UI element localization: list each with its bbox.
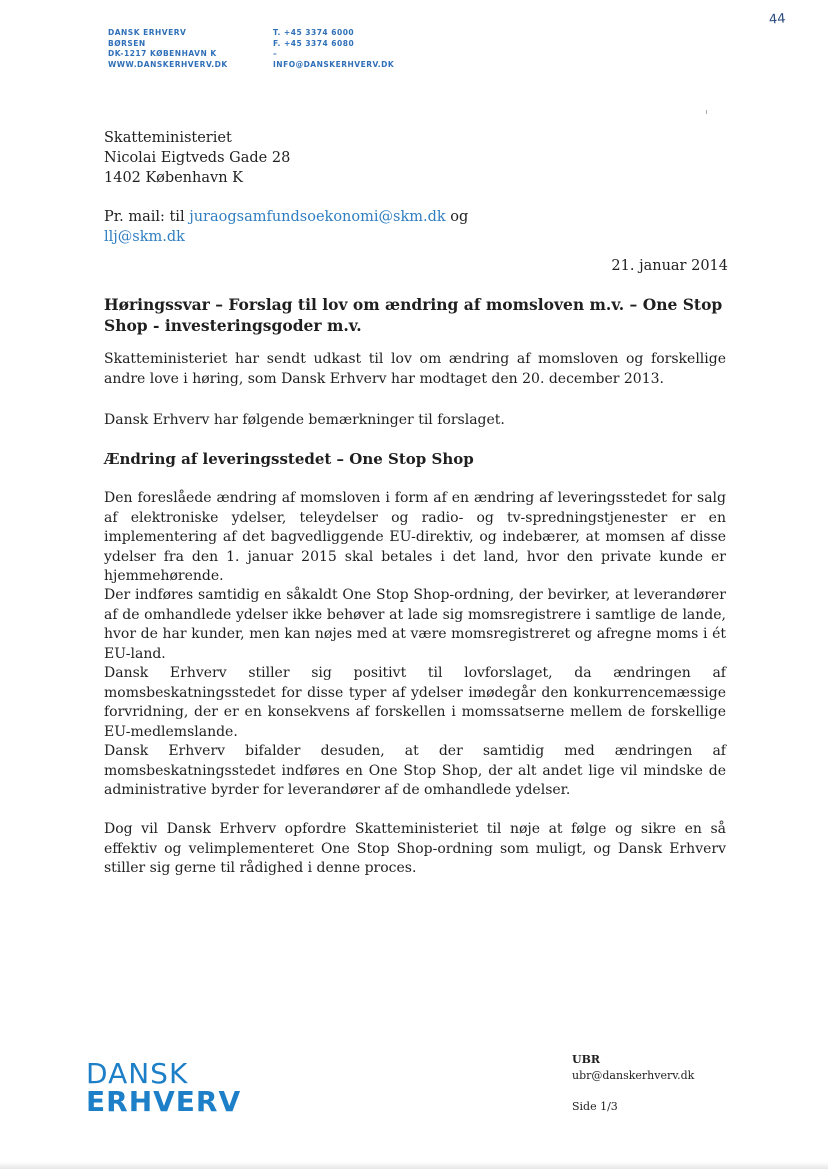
- sender-building: BØRSEN: [108, 38, 146, 48]
- sender-postal: DK-1217 KØBENHAVN K: [108, 49, 217, 58]
- paragraph-encourage: Dog vil Dansk Erhverv opfordre Skatteministeriet til nøje at følge og sikre en så effektiv og velimplementeret One Stop Shop-ordning som muligt, og Dansk Erhverv stiller sig gerne til rådighed i denne proces.: [104, 821, 726, 876]
- sender-name: DANSK ERHVERV: [108, 28, 187, 37]
- mail-recipients: [104, 207, 504, 247]
- signature-initials: UBR: [572, 1053, 601, 1066]
- sender-address-block: [108, 28, 228, 70]
- sender-dash: –: [273, 49, 278, 58]
- page-bottom-edge: [0, 1162, 828, 1169]
- signature-email: ubr@danskerhverv.dk: [572, 1069, 695, 1082]
- logo-dansk: DANSK: [86, 1057, 189, 1090]
- mail-prefix: Pr. mail: til: [104, 209, 185, 225]
- email-link-jura[interactable]: juraogsamfundsoekonomi@skm.dk: [189, 209, 446, 225]
- dansk-erhverv-logo: [86, 1057, 242, 1118]
- logo-erhverv: ERHVERV: [86, 1085, 242, 1118]
- paragraph-welcome: Dansk Erhverv bifalder desuden, at der samtidig med ændringen af momsbeskatningsstedet indføres en One Stop Shop, der alt andet lige vil mindske de administrative byrder for leverandører af de omhandlede ydelser.: [104, 743, 726, 798]
- mail-connector: og: [450, 209, 469, 225]
- sender-fax: F. +45 3374 6080: [273, 38, 355, 48]
- sender-email: INFO@DANSKERHVERV.DK: [273, 59, 395, 69]
- paragraph-intro: Skatteministeriet har sendt udkast til lov om ændring af momsloven og forskellige andre love i høring, som Dansk Erhverv har modtaget den 20. december 2013.: [104, 351, 726, 387]
- recipient-address: [104, 128, 290, 188]
- recipient-street: Nicolai Eigtveds Gade 28: [104, 150, 291, 166]
- paragraph-one-stop-shop: Der indføres samtidig en såkaldt One Stop Shop-ordning, der bevirker, at leverandører af de omhandlede ydelser ikke behøver at lade sig momsregistrere i samtlige de lande, hvor de har kunder, men kan nøjes med at være momsregistreret og afregne moms i ét EU-land.: [104, 587, 726, 662]
- sender-website: WWW.DANSKERHVERV.DK: [108, 59, 228, 69]
- section-heading: Ændring af leveringsstedet – One Stop Shop: [104, 450, 474, 468]
- signature-block: [572, 1052, 694, 1115]
- sender-contact-block: [273, 28, 394, 70]
- handwritten-page-mark: 44: [768, 11, 787, 28]
- paragraph-positive: Dansk Erhverv stiller sig positivt til lovforslaget, da ændringen af momsbeskatningsstedet for disse typer af ydelser imødegår den konkurrencemæssige forvridning, der er en konsekvens af forskellen i momssatserne mellem de forskellige EU-medlemslande.: [104, 665, 726, 740]
- email-link-llj[interactable]: llj@skm.dk: [104, 229, 185, 245]
- paragraph-remarks: Dansk Erhverv har følgende bemærkninger til forslaget.: [104, 412, 505, 428]
- page-indicator: Side 1/3: [572, 1100, 618, 1113]
- recipient-city: 1402 København K: [104, 170, 243, 186]
- letter-date: 21. januar 2014: [611, 258, 728, 274]
- letter-subject: Høringssvar – Forslag til lov om ændring af momsloven m.v. – One Stop Shop - investeringsgoder m.v.: [104, 295, 723, 335]
- sender-phone: T. +45 3374 6000: [273, 28, 355, 37]
- paragraph-change: Den foreslåede ændring af momsloven i form af en ændring af leveringsstedet for salg af elektroniske ydelser, teleydelser og radio- og tv-spredningstjenester er en implementering af det bagvedliggende EU-direktiv, og indebærer, at momsen af disse ydelser fra den 1. januar 2015 skal betales i det land, hvor den private kunde er hjemmehørende.: [104, 490, 726, 584]
- recipient-name: Skatteministeriet: [104, 130, 232, 146]
- fold-mark: [706, 110, 707, 114]
